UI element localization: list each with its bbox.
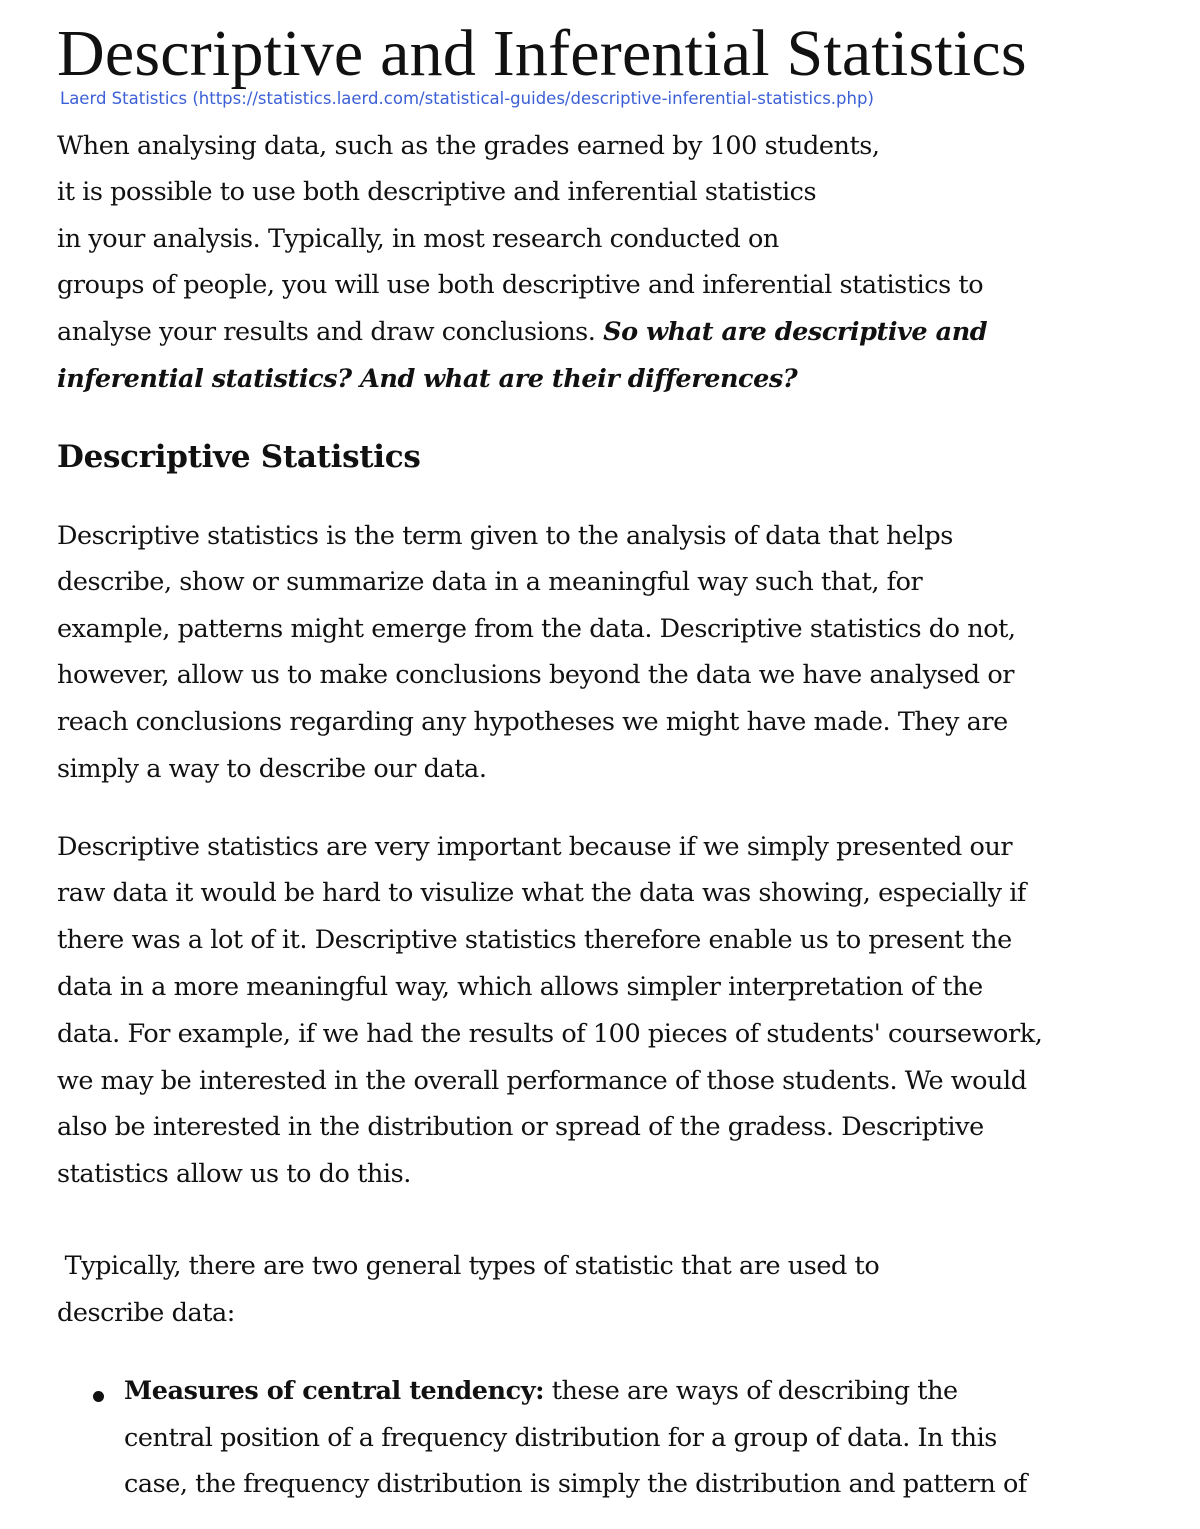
paragraph-line: Descriptive statistics is the term given to the analysis of data that helps — [57, 521, 953, 551]
intro-line: in your analysis. Typically, in most research conducted on — [57, 224, 779, 254]
paragraph-line: reach conclusions regarding any hypotheses we might have made. They are — [57, 707, 1008, 737]
intro-line: When analysing data, such as the grades earned by 100 students, — [57, 131, 880, 161]
paragraph-line: we may be interested in the overall performance of those students. We would — [57, 1066, 1027, 1096]
paragraph-line: raw data it would be hard to visulize what the data was showing, especially if — [57, 878, 1026, 908]
paragraph-line: however, allow us to make conclusions beyond the data we have analysed or — [57, 660, 1014, 690]
paragraph-line: there was a lot of it. Descriptive statistics therefore enable us to present the — [57, 925, 1012, 955]
paragraph-line: data. For example, if we had the results of 100 pieces of students' coursework, — [57, 1019, 1043, 1049]
intro-line: groups of people, you will use both descriptive and inferential statistics to — [57, 270, 984, 300]
paragraph-line: Descriptive statistics are very important because if we simply presented our — [57, 832, 1013, 862]
list-item — [124, 1374, 958, 1408]
list-item-line: central position of a frequency distribution for a group of data. In this — [124, 1423, 997, 1453]
intro-question: So what are descriptive and — [603, 317, 988, 347]
list-item-text: these are ways of describing the — [544, 1376, 958, 1406]
paragraph-line: describe, show or summarize data in a meaningful way such that, for — [57, 567, 923, 597]
document-title: Descriptive and Inferential Statistics — [57, 17, 1027, 90]
paragraph-line: data in a more meaningful way, which allows simpler interpretation of the — [57, 972, 983, 1002]
paragraph-line: simply a way to describe our data. — [57, 754, 487, 784]
paragraph-line: also be interested in the distribution or spread of the gradess. Descriptive — [57, 1112, 984, 1142]
paragraph-line: statistics allow us to do this. — [57, 1159, 411, 1189]
bullet-icon — [93, 1391, 104, 1402]
source-link[interactable]: Laerd Statistics (https://statistics.laerd.com/statistical-guides/descriptive-inferential-statistics.php) — [60, 89, 874, 108]
paragraph-line: Typically, there are two general types of statistic that are used to — [57, 1251, 880, 1281]
intro-line: it is possible to use both descriptive and inferential statistics — [57, 177, 817, 207]
list-item-term: Measures of central tendency: — [124, 1376, 545, 1406]
intro-line — [57, 315, 987, 349]
paragraph-line: describe data: — [57, 1298, 235, 1328]
intro-question: inferential statistics? And what are their differences? — [57, 364, 798, 394]
section-heading: Descriptive Statistics — [57, 439, 421, 475]
list-item-line: case, the frequency distribution is simply the distribution and pattern of — [124, 1469, 1027, 1499]
intro-text: analyse your results and draw conclusions. — [57, 317, 604, 347]
intro-line — [57, 362, 797, 396]
paragraph-line: example, patterns might emerge from the data. Descriptive statistics do not, — [57, 614, 1016, 644]
